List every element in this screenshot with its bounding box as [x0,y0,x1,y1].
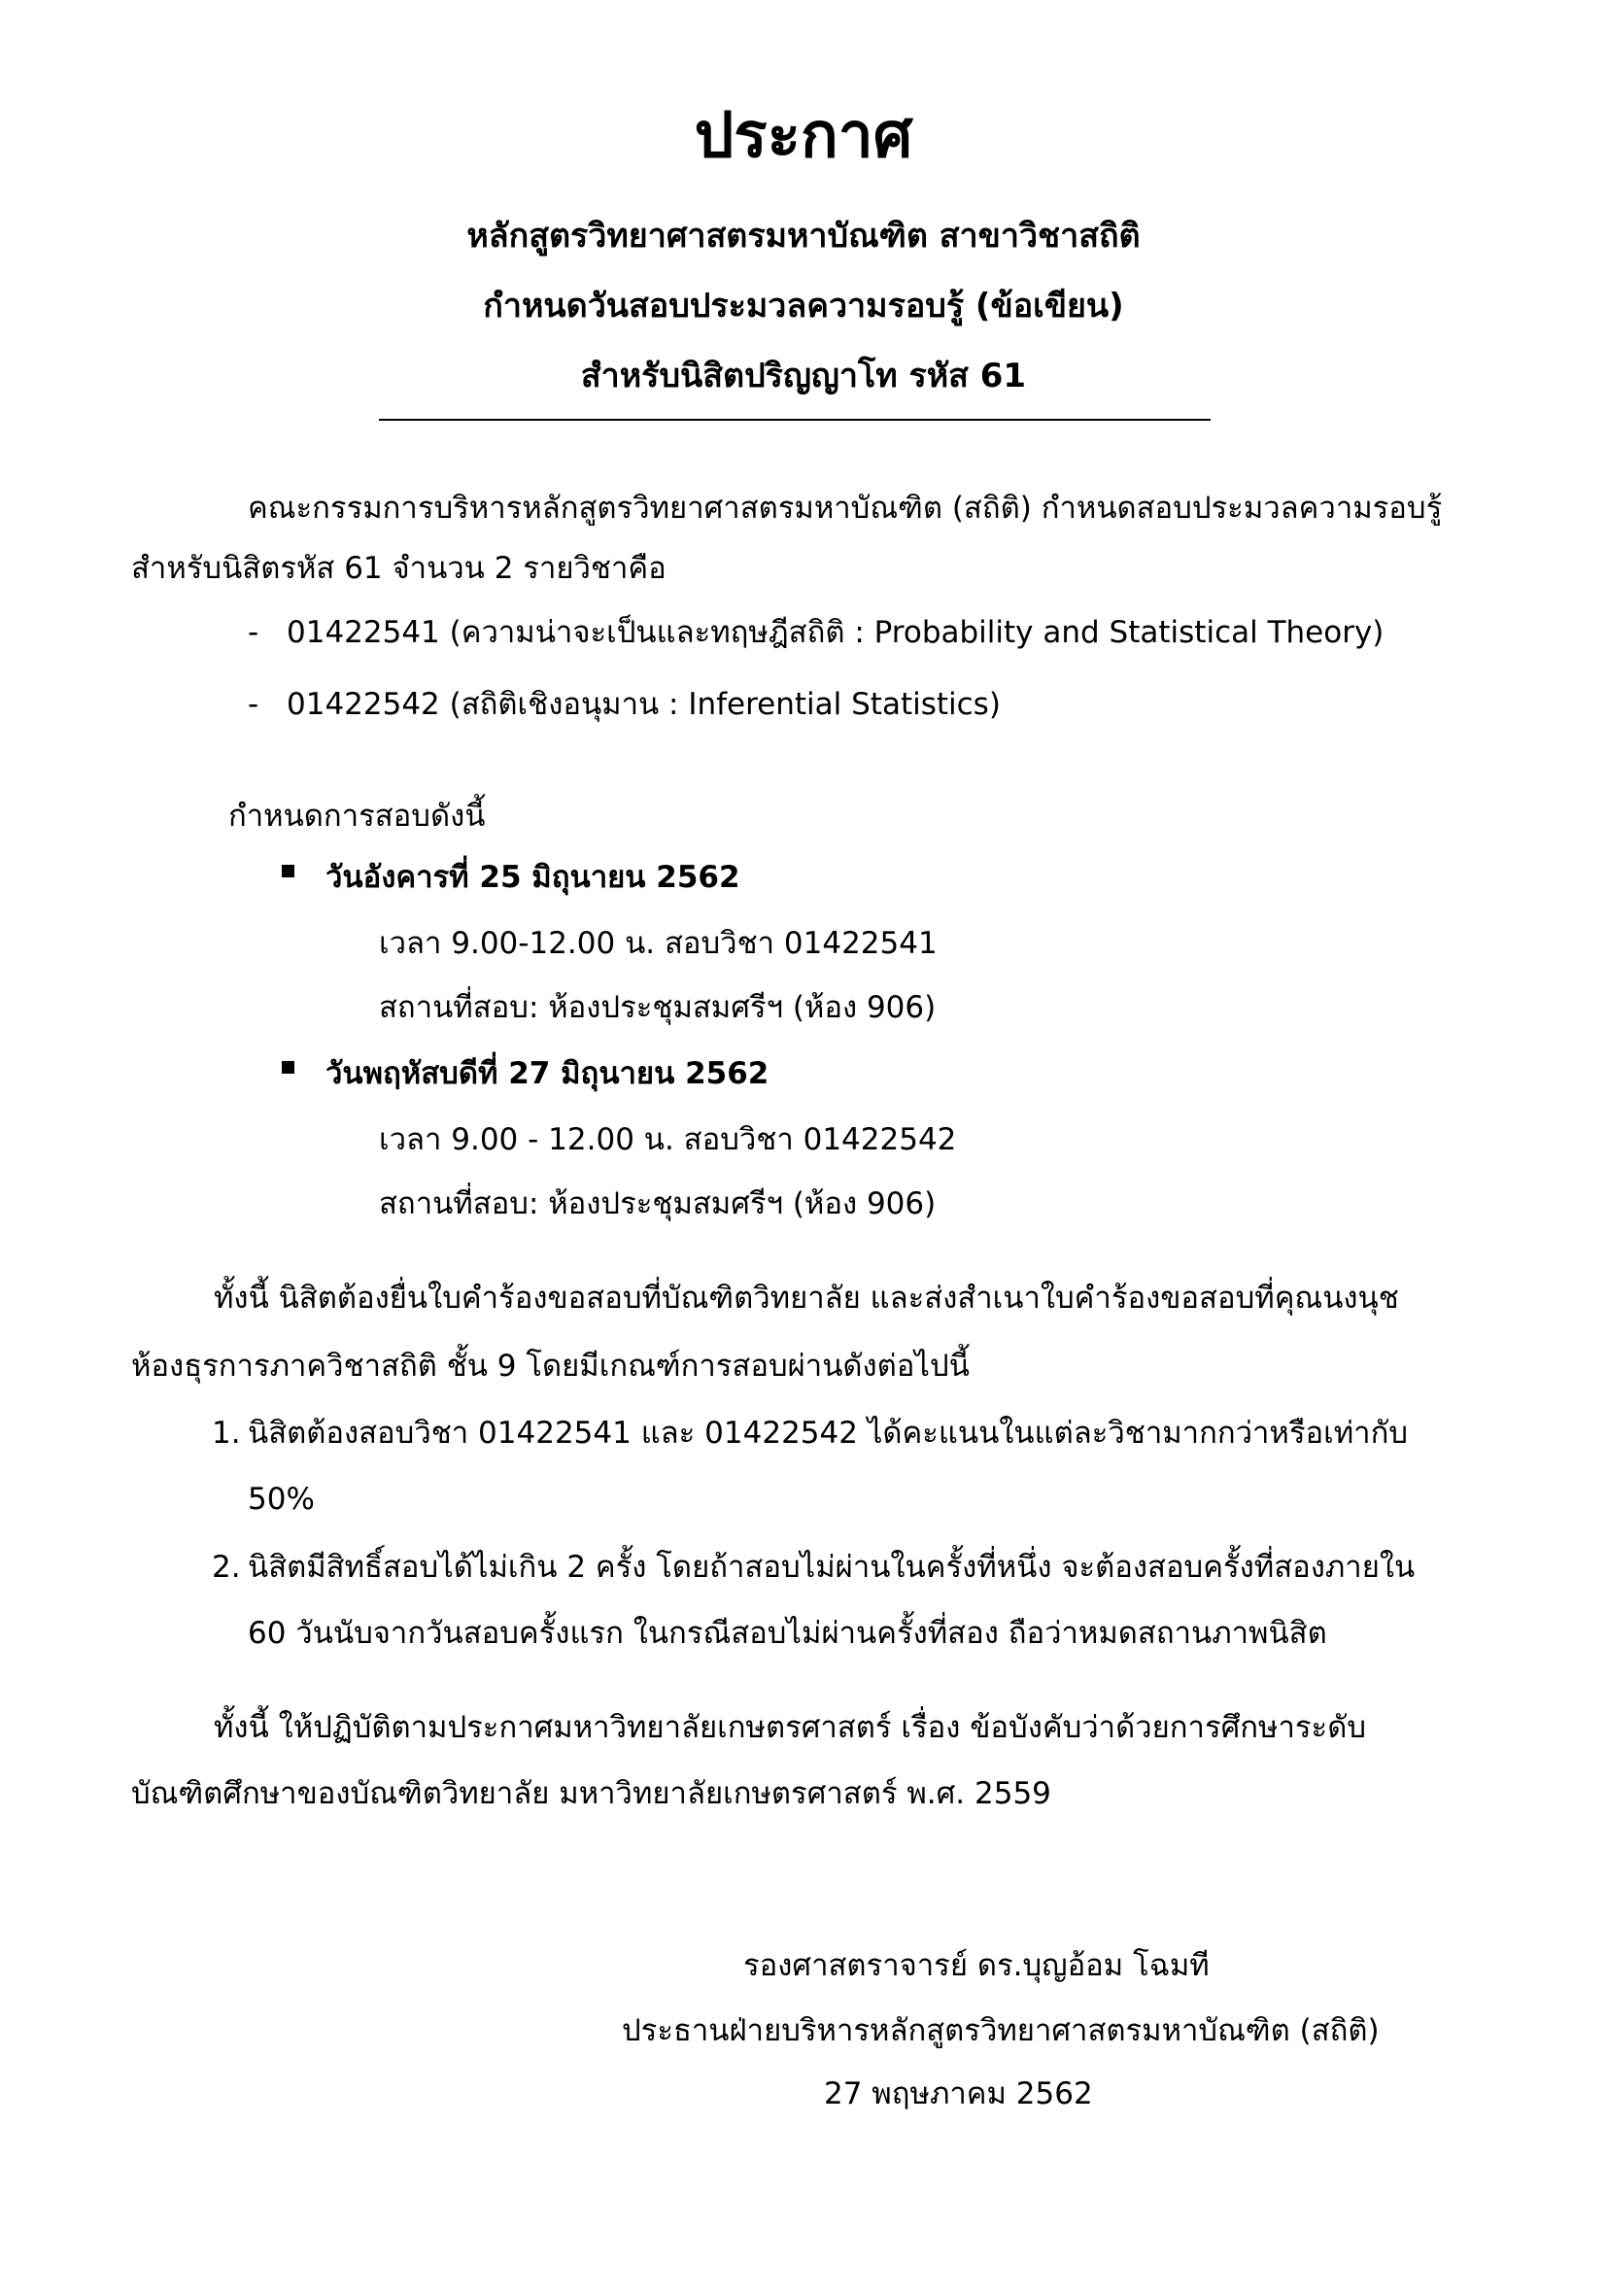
schedule-time-1: เวลา 9.00-12.00 น. สอบวิชา 01422541 [379,926,938,961]
student-subtitle: สำหรับนิสิตปริญญาโท รหัส 61 [580,357,1027,395]
subject-dash-1: - [248,615,259,650]
header-divider [379,419,1211,421]
criteria-2-line-1: นิสิตมีสิทธิ์สอบได้ไม่เกิน 2 ครั้ง โดยถ้าสอบไม่ผ่านในครั้งที่หนึ่ง จะต้องสอบครั้งที่สองภายใน [248,1550,1416,1585]
criteria-2-line-2: 60 วันนับจากวันสอบครั้งแรก ในกรณีสอบไม่ผ่านครั้งที่สอง ถือว่าหมดสถานภาพนิสิต [248,1616,1327,1651]
subject-dash-2: - [248,687,259,722]
exam-subtitle: กำหนดวันสอบประมวลความรอบรู้ (ข้อเขียน) [483,287,1124,326]
signatory-position: ประธานฝ่ายบริหารหลักสูตรวิทยาศาสตรมหาบัณฑิต (สถิติ) [622,2013,1380,2048]
schedule-place-2: สถานที่สอบ: ห้องประชุมสมศรีฯ (ห้อง 906) [379,1186,937,1221]
criteria-1-line-1: นิสิตต้องสอบวิชา 01422541 และ 01422542 ได้คะแนนในแต่ละวิชามากกว่าหรือเท่ากับ [248,1416,1409,1451]
subject-item-2: 01422542 (สถิติเชิงอนุมาน : Inferential Statistics) [287,687,1001,722]
schedule-time-2: เวลา 9.00 - 12.00 น. สอบวิชา 01422542 [379,1122,957,1157]
intro-line-1: คณะกรรมการบริหารหลักสูตรวิทยาศาสตรมหาบัณฑิต (สถิติ) กำหนดสอบประมวลความรอบรู้ [248,491,1443,526]
announcement-title: ประกาศ [694,100,913,172]
schedule-date-1: วันอังคารที่ 25 มิถุนายน 2562 [325,860,740,895]
intro-line-2: สำหรับนิสิตรหัส 61 จำนวน 2 รายวิชาคือ [131,551,667,586]
bullet-icon [282,1061,294,1074]
signatory-name: รองศาสตราจารย์ ดร.บุญอ้อม โฉมที [743,1948,1210,1983]
schedule-place-1: สถานที่สอบ: ห้องประชุมสมศรีฯ (ห้อง 906) [379,990,937,1025]
requirement-line-1: ทั้งนี้ นิสิตต้องยื่นใบคำร้องขอสอบที่บัณฑิตวิทยาลัย และส่งสำเนาใบคำร้องขอสอบที่คุณนงนุช [214,1281,1399,1316]
regulation-line-1: ทั้งนี้ ให้ปฏิบัติตามประกาศมหาวิทยาลัยเกษตรศาสตร์ เรื่อง ข้อบังคับว่าด้วยการศึกษาระดับ [214,1710,1367,1745]
requirement-line-2: ห้องธุรการภาควิชาสถิติ ชั้น 9 โดยมีเกณฑ์การสอบผ่านดังต่อไปนี้ [131,1349,970,1384]
regulation-line-2: บัณฑิตศึกษาของบัณฑิตวิทยาลัย มหาวิทยาลัยเกษตรศาสตร์ พ.ศ. 2559 [131,1776,1051,1811]
schedule-date-2: วันพฤหัสบดีที่ 27 มิถุนายน 2562 [325,1056,769,1091]
subject-item-1: 01422541 (ความน่าจะเป็นและทฤษฎีสถิติ : Probability and Statistical Theory) [287,615,1385,650]
bullet-icon [282,865,294,877]
criteria-number-1: 1. [212,1416,241,1451]
schedule-heading: กำหนดการสอบดังนี้ [228,799,486,834]
criteria-1-line-2: 50% [248,1482,315,1517]
criteria-number-2: 2. [212,1550,241,1585]
program-subtitle: หลักสูตรวิทยาศาสตรมหาบัณฑิต สาขาวิชาสถิติ [466,217,1141,256]
announcement-date: 27 พฤษภาคม 2562 [824,2076,1093,2111]
